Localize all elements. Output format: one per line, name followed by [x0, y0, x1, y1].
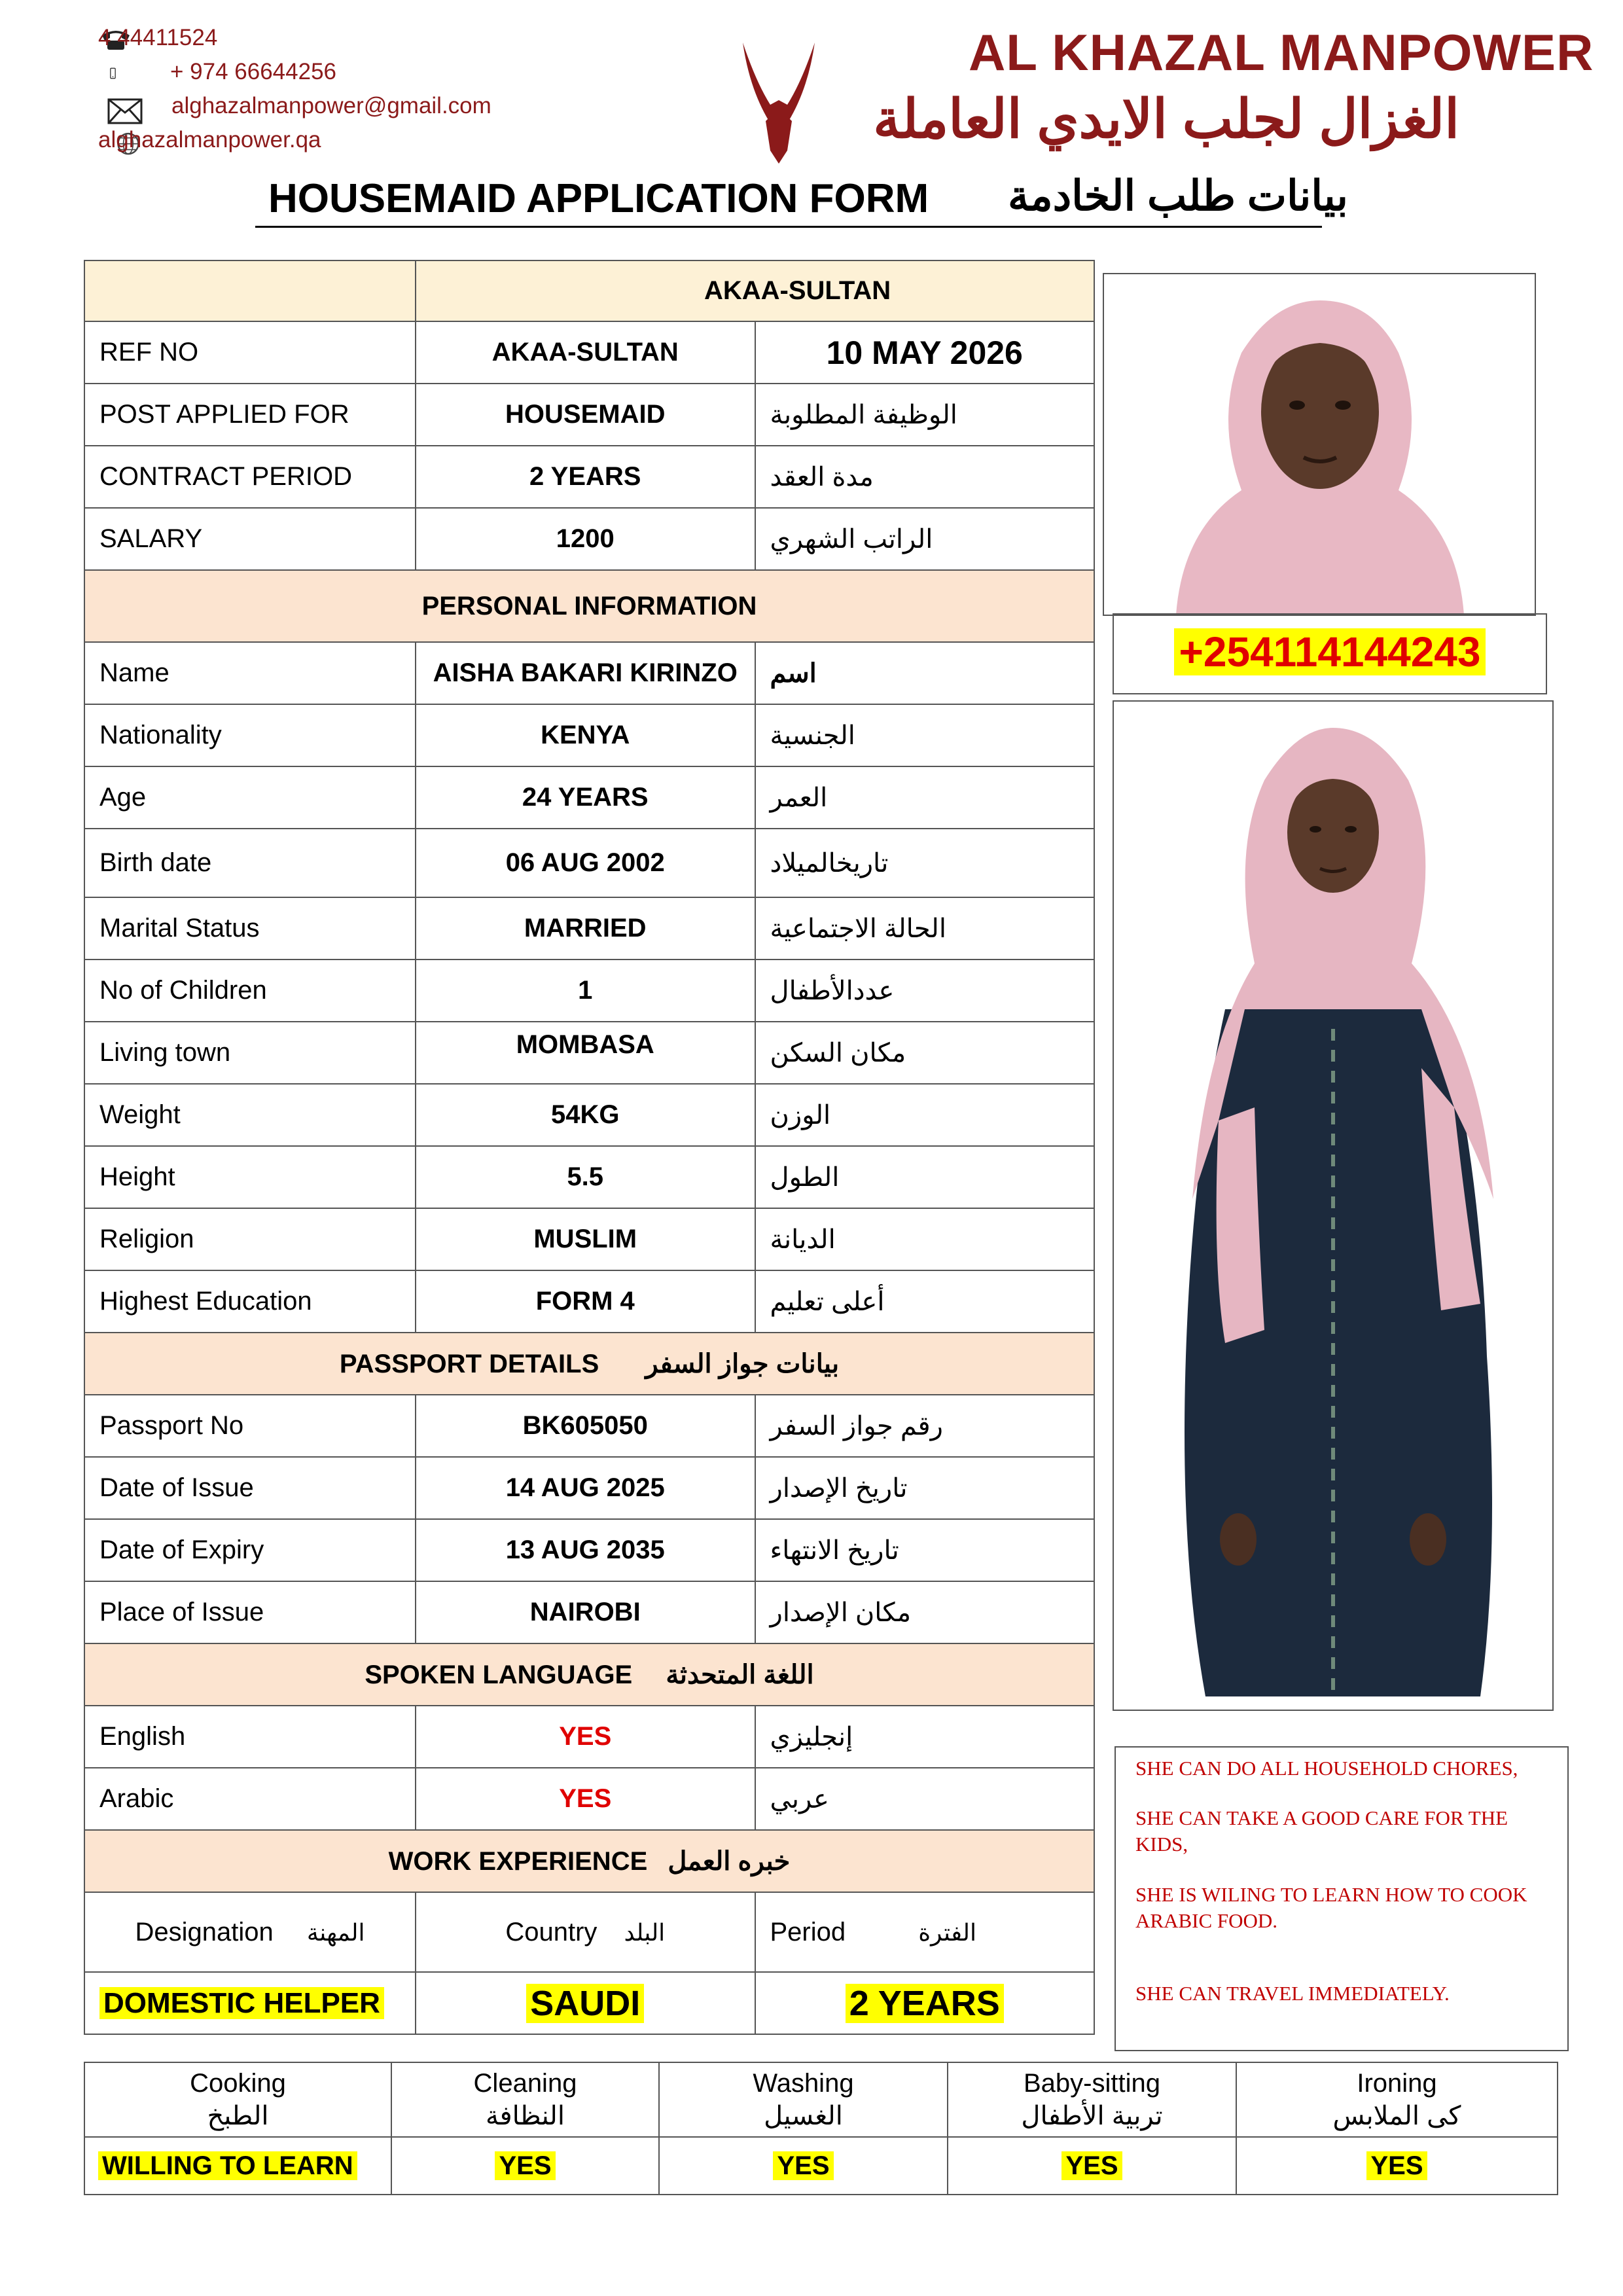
candidate-phone-number[interactable]: +254114144243 [1174, 628, 1486, 675]
experience-header-row [84, 1892, 1094, 1972]
contract-label-ar: مدة العقد [755, 446, 1095, 508]
phone-number-1: 4 44411524 [98, 25, 218, 50]
empty-cell [84, 260, 416, 321]
email-link[interactable]: alghazalmanpower@gmail.com [171, 93, 491, 118]
experience-section-title: WORK EXPERIENCE [388, 1846, 648, 1876]
field-label: Marital Status [84, 897, 416, 960]
skill-label-ar: کی الملابس [1332, 2102, 1461, 2130]
post-label-ar: الوظيفة المطلوبة [755, 384, 1095, 446]
skills-header-row [84, 2062, 1558, 2137]
field-value: 13 AUG 2035 [416, 1519, 755, 1581]
country-header-ar: البلد [624, 1918, 666, 1946]
skill-value: YES [495, 2151, 555, 2180]
skill-value-cell [948, 2137, 1236, 2195]
skill-label: Ironing [1357, 2069, 1437, 2098]
country-header-en: Country [505, 1917, 597, 1946]
note-1: SHE CAN DO ALL HOUSEHOLD CHORES, [1135, 1757, 1518, 1780]
field-value: 14 AUG 2025 [416, 1457, 755, 1519]
personal-section-title: PERSONAL INFORMATION [84, 570, 1094, 642]
table-row [84, 960, 1094, 1022]
field-value: 1 [416, 960, 755, 1022]
code-row [84, 260, 1094, 321]
designation-header-en: Designation [135, 1917, 274, 1946]
field-label-ar: مكان الإصدار [755, 1581, 1095, 1643]
skill-label-ar: تربية الأطفال [1021, 2102, 1163, 2130]
company-name-ar: الغزال لجلب الايدي العاملة [873, 90, 1459, 149]
language-section [84, 1643, 1094, 1706]
note-2: SHE CAN TAKE A GOOD CARE FOR THE KIDS, [1135, 1806, 1508, 1856]
ref-no-value: AKAA-SULTAN [416, 321, 755, 384]
field-value: AISHA BAKARI KIRINZO [416, 642, 755, 704]
country-header [416, 1892, 755, 1972]
table-row [84, 1146, 1094, 1208]
designation-cell [84, 1972, 416, 2034]
full-body-image [1114, 702, 1552, 1710]
gazelle-logo [730, 43, 828, 167]
field-label-ar: الطول [755, 1146, 1095, 1208]
field-label-ar: مكان السكن [755, 1022, 1095, 1084]
country-cell [416, 1972, 755, 2034]
field-value: YES [416, 1768, 755, 1830]
form-title-ar: بيانات طلب الخادمة [1008, 172, 1348, 219]
table-row [84, 829, 1094, 897]
skill-cleaning [391, 2062, 659, 2137]
field-value: 06 AUG 2002 [416, 829, 755, 897]
website-text[interactable]: alghazalmanpower.qa [98, 127, 321, 152]
application-date: 10 MAY 2026 [755, 321, 1095, 384]
experience-section [84, 1830, 1094, 1892]
company-name-en: AL KHAZAL MANPOWER [969, 24, 1594, 81]
field-label: Name [84, 642, 416, 704]
field-label: Living town [84, 1022, 416, 1084]
field-value: FORM 4 [416, 1270, 755, 1333]
field-label-ar: إنجليزي [755, 1706, 1095, 1768]
table-row [84, 1581, 1094, 1643]
section-header-language [84, 1643, 1094, 1706]
skill-value: YES [1061, 2151, 1122, 2180]
skill-label: Washing [753, 2069, 854, 2098]
table-row [84, 384, 1094, 446]
table-row [84, 1457, 1094, 1519]
full-body-photo [1113, 700, 1554, 1711]
table-row [84, 1022, 1094, 1084]
field-value: 54KG [416, 1084, 755, 1146]
table-row [84, 704, 1094, 766]
field-label: English [84, 1706, 416, 1768]
passport-section-title-ar: بيانات جواز السفر [645, 1349, 840, 1378]
experience-section-title-ar: خبره العمل [668, 1846, 791, 1876]
skill-value: WILLING TO LEARN [98, 2151, 357, 2180]
skill-value-cell [391, 2137, 659, 2195]
field-label-ar: اسم [755, 642, 1095, 704]
table-row [84, 1706, 1094, 1768]
field-value: MARRIED [416, 897, 755, 960]
field-label-ar: عددالأطفال [755, 960, 1095, 1022]
skill-washing [659, 2062, 948, 2137]
skill-label: Cooking [190, 2069, 286, 2098]
portrait-photo [1103, 273, 1536, 616]
table-row [84, 1768, 1094, 1830]
field-value: MUSLIM [416, 1208, 755, 1270]
skill-label: Baby-sitting [1024, 2069, 1160, 2098]
field-label: Date of Issue [84, 1457, 416, 1519]
field-label: Passport No [84, 1395, 416, 1457]
field-label-ar: عربي [755, 1768, 1095, 1830]
contract-value: 2 YEARS [416, 446, 755, 508]
skill-value-cell [1236, 2137, 1558, 2195]
table-row [84, 1519, 1094, 1581]
field-label-ar: العمر [755, 766, 1095, 829]
skills-value-row [84, 2137, 1558, 2195]
table-row [84, 1208, 1094, 1270]
field-value: NAIROBI [416, 1581, 755, 1643]
field-label: Arabic [84, 1768, 416, 1830]
field-label: Height [84, 1146, 416, 1208]
portrait-image [1104, 274, 1535, 615]
period-value: 2 YEARS [846, 1984, 1004, 2023]
table-row [84, 642, 1094, 704]
skill-cooking [84, 2062, 391, 2137]
field-label-ar: تاريخ الإصدار [755, 1457, 1095, 1519]
field-label: Date of Expiry [84, 1519, 416, 1581]
application-table [84, 260, 1095, 2035]
field-label: Place of Issue [84, 1581, 416, 1643]
field-label: Age [84, 766, 416, 829]
field-label: No of Children [84, 960, 416, 1022]
field-label-ar: تاريخالميلاد [755, 829, 1095, 897]
field-value: KENYA [416, 704, 755, 766]
section-header-experience [84, 1830, 1094, 1892]
period-header [755, 1892, 1095, 1972]
salary-label-ar: الراتب الشهري [755, 508, 1095, 570]
language-section-title-ar: اللغة المتحدثة [666, 1660, 814, 1689]
skill-value-cell [659, 2137, 948, 2195]
field-label-ar: الوزن [755, 1084, 1095, 1146]
code-cell: AKAA-SULTAN [416, 260, 1094, 321]
notes-box [1115, 1746, 1569, 2051]
table-row [84, 508, 1094, 570]
section-header-passport [84, 1333, 1094, 1395]
field-label-ar: الديانة [755, 1208, 1095, 1270]
field-label: Weight [84, 1084, 416, 1146]
field-label: Religion [84, 1208, 416, 1270]
form-title: HOUSEMAID APPLICATION FORM [268, 176, 929, 221]
skill-value-cell [84, 2137, 391, 2195]
mobile-icon [110, 60, 124, 86]
section-header-personal [84, 570, 1094, 642]
note-3: SHE IS WILING TO LEARN HOW TO COOK ARABIC FOOD. [1135, 1883, 1527, 1932]
designation-header-ar: المهنة [306, 1918, 365, 1946]
field-value: BK605050 [416, 1395, 755, 1457]
passport-section [84, 1333, 1094, 1395]
period-cell [755, 1972, 1095, 2034]
field-label: Birth date [84, 829, 416, 897]
field-label-ar: تاريخ الانتهاء [755, 1519, 1095, 1581]
field-label: Nationality [84, 704, 416, 766]
field-label-ar: الحالة الاجتماعية [755, 897, 1095, 960]
skills-table [84, 2062, 1558, 2195]
mail-icon [107, 98, 143, 124]
designation-header [84, 1892, 416, 1972]
field-value: 5.5 [416, 1146, 755, 1208]
phone-box [1113, 613, 1547, 694]
ref-no-label: REF NO [84, 321, 416, 384]
contract-label: CONTRACT PERIOD [84, 446, 416, 508]
salary-label: SALARY [84, 508, 416, 570]
note-4: SHE CAN TRAVEL IMMEDIATELY. [1135, 1982, 1450, 2005]
country-value: SAUDI [526, 1984, 644, 2023]
table-row [84, 1084, 1094, 1146]
skill-baby-sitting [948, 2062, 1236, 2137]
skill-value: YES [773, 2151, 833, 2180]
field-value: MOMBASA [416, 1022, 755, 1084]
language-section-title: SPOKEN LANGUAGE [365, 1660, 633, 1689]
field-value: YES [416, 1706, 755, 1768]
experience-entry-row [84, 1972, 1094, 2034]
post-label: POST APPLIED FOR [84, 384, 416, 446]
field-label: Highest Education [84, 1270, 416, 1333]
period-header-ar: الفترة [918, 1918, 977, 1946]
field-label-ar: أعلى تعليم [755, 1270, 1095, 1333]
table-row [84, 1395, 1094, 1457]
field-value: 24 YEARS [416, 766, 755, 829]
table-row [84, 1270, 1094, 1333]
passport-section-title: PASSPORT DETAILS [339, 1349, 599, 1378]
skill-label: Cleaning [473, 2069, 577, 2098]
title-underline [255, 226, 1322, 228]
candidate-phone[interactable] [1114, 628, 1546, 676]
phone-number-2: + 974 66644256 [170, 59, 337, 84]
table-row [84, 446, 1094, 508]
salary-value: 1200 [416, 508, 755, 570]
post-value: HOUSEMAID [416, 384, 755, 446]
table-row [84, 321, 1094, 384]
table-row [84, 897, 1094, 960]
designation-value: DOMESTIC HELPER [99, 1987, 384, 2019]
field-label-ar: الجنسية [755, 704, 1095, 766]
period-header-en: Period [770, 1917, 846, 1946]
skill-label-ar: الغسيل [764, 2102, 843, 2130]
skill-label-ar: النظافة [486, 2102, 565, 2130]
field-label-ar: رقم جواز السفر [755, 1395, 1095, 1457]
skill-ironing [1236, 2062, 1558, 2137]
skill-value: YES [1366, 2151, 1427, 2180]
skill-label-ar: الطبخ [207, 2102, 269, 2130]
table-row [84, 766, 1094, 829]
